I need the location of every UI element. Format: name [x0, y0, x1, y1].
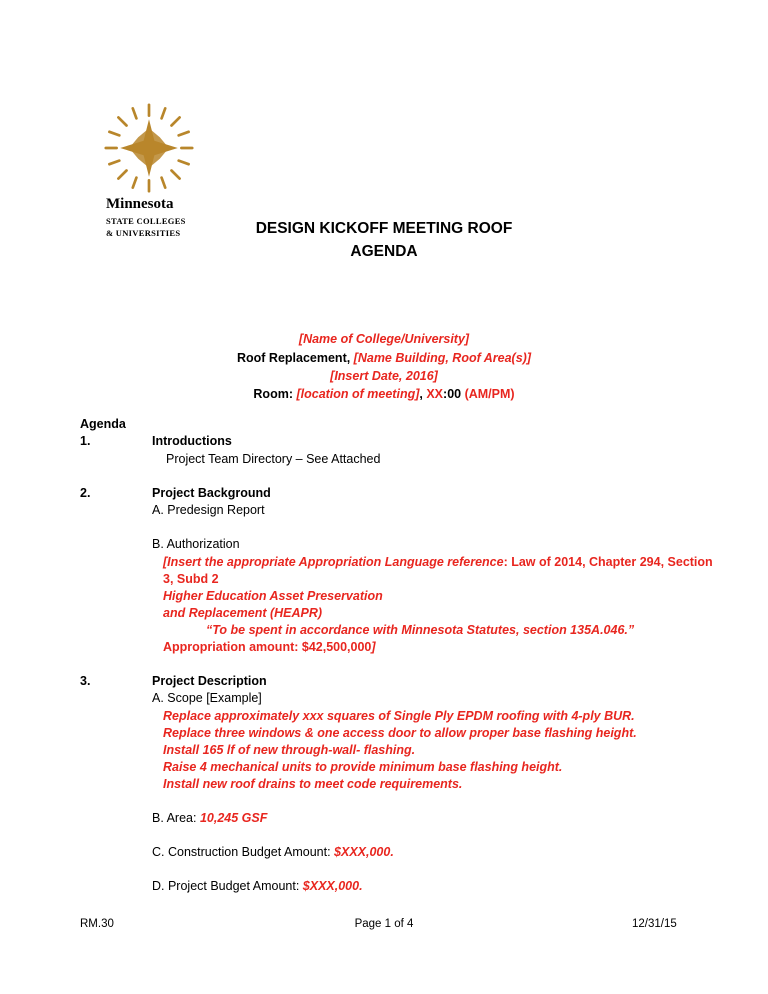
scope-item: Install new roof drains to meet code requirements. [163, 777, 463, 791]
logo-subtitle-1: STATE COLLEGES [106, 216, 186, 226]
appropriation-amount [163, 640, 376, 654]
document-title-line2: AGENDA [350, 243, 418, 260]
time-xx: XX [426, 387, 444, 401]
area-value: 10,245 GSF [199, 811, 268, 825]
roof-value: [Name Building, Roof Area(s)] [353, 351, 531, 365]
project-budget-value: $XXX,000. [302, 879, 363, 893]
authorization-line2: 3, Subd 2 [163, 572, 219, 586]
item2-number: 2. [80, 486, 91, 500]
area-label: B. Area: [152, 811, 200, 825]
appropriation-close-bracket: ] [371, 640, 376, 654]
logo-subtitle-2: & UNIVERSITIES [106, 228, 181, 238]
college-name: [Name of College/University] [298, 332, 470, 346]
footer-page-number: Page 1 of 4 [354, 918, 414, 930]
time-rest: :00 [443, 387, 465, 401]
project-budget-label: D. Project Budget Amount: [152, 879, 303, 893]
footer-date: 12/31/15 [632, 918, 677, 930]
agenda-heading: Agenda [80, 417, 126, 431]
item1-title: Introductions [152, 434, 232, 448]
item1-text: Project Team Directory – See Attached [166, 452, 381, 466]
item3-a: A. Scope [Example] [152, 691, 262, 705]
construction-budget-value: $XXX,000. [334, 845, 394, 859]
scope-item: Install 165 lf of new through-wall- flashing. [163, 743, 416, 757]
item3-c [152, 845, 394, 859]
item3-d [152, 879, 363, 893]
meeting-date: [Insert Date, 2016] [330, 369, 438, 383]
scope-item: Replace approximately xxx squares of Single Ply EPDM roofing with 4-ply BUR. [163, 709, 635, 723]
authorization-line1 [163, 555, 713, 569]
item3-number: 3. [80, 674, 91, 688]
authorization-line4: and Replacement (HEAPR) [163, 606, 323, 620]
item2-a: A. Predesign Report [152, 503, 265, 517]
footer-form-code: RM.30 [80, 918, 114, 930]
item2-b: B. Authorization [152, 537, 240, 551]
item3-b [152, 811, 267, 825]
time-ampm: (AM/PM) [464, 387, 515, 401]
document-title-line1: DESIGN KICKOFF MEETING ROOF [255, 220, 513, 237]
room-value: [location of meeting] [296, 387, 420, 401]
room-line [0, 387, 768, 401]
scope-item: Replace three windows & one access door to allow proper base flashing height. [163, 726, 637, 740]
authorization-reference: [Insert the appropriate Appropriation Language reference [163, 555, 504, 569]
scope-item: Raise 4 mechanical units to provide minimum base flashing height. [163, 760, 563, 774]
authorization-law: : Law of 2014, Chapter 294, Section [503, 555, 713, 569]
logo-name: Minnesota [106, 196, 174, 212]
appropriation-amount-text: Appropriation amount: $42,500,000 [163, 640, 372, 654]
comma: , [419, 387, 427, 401]
minnesota-state-star-logo [104, 100, 194, 196]
roof-replacement-line [0, 351, 768, 365]
roof-label: Roof Replacement, [236, 351, 354, 365]
authorization-quote: “To be spent in accordance with Minnesota Statutes, section 135A.046.” [206, 623, 635, 637]
room-label: Room: [253, 387, 297, 401]
item3-title: Project Description [152, 674, 267, 688]
item1-number: 1. [80, 434, 91, 448]
construction-budget-label: C. Construction Budget Amount: [152, 845, 335, 859]
item2-title: Project Background [152, 486, 271, 500]
authorization-line3: Higher Education Asset Preservation [163, 589, 383, 603]
